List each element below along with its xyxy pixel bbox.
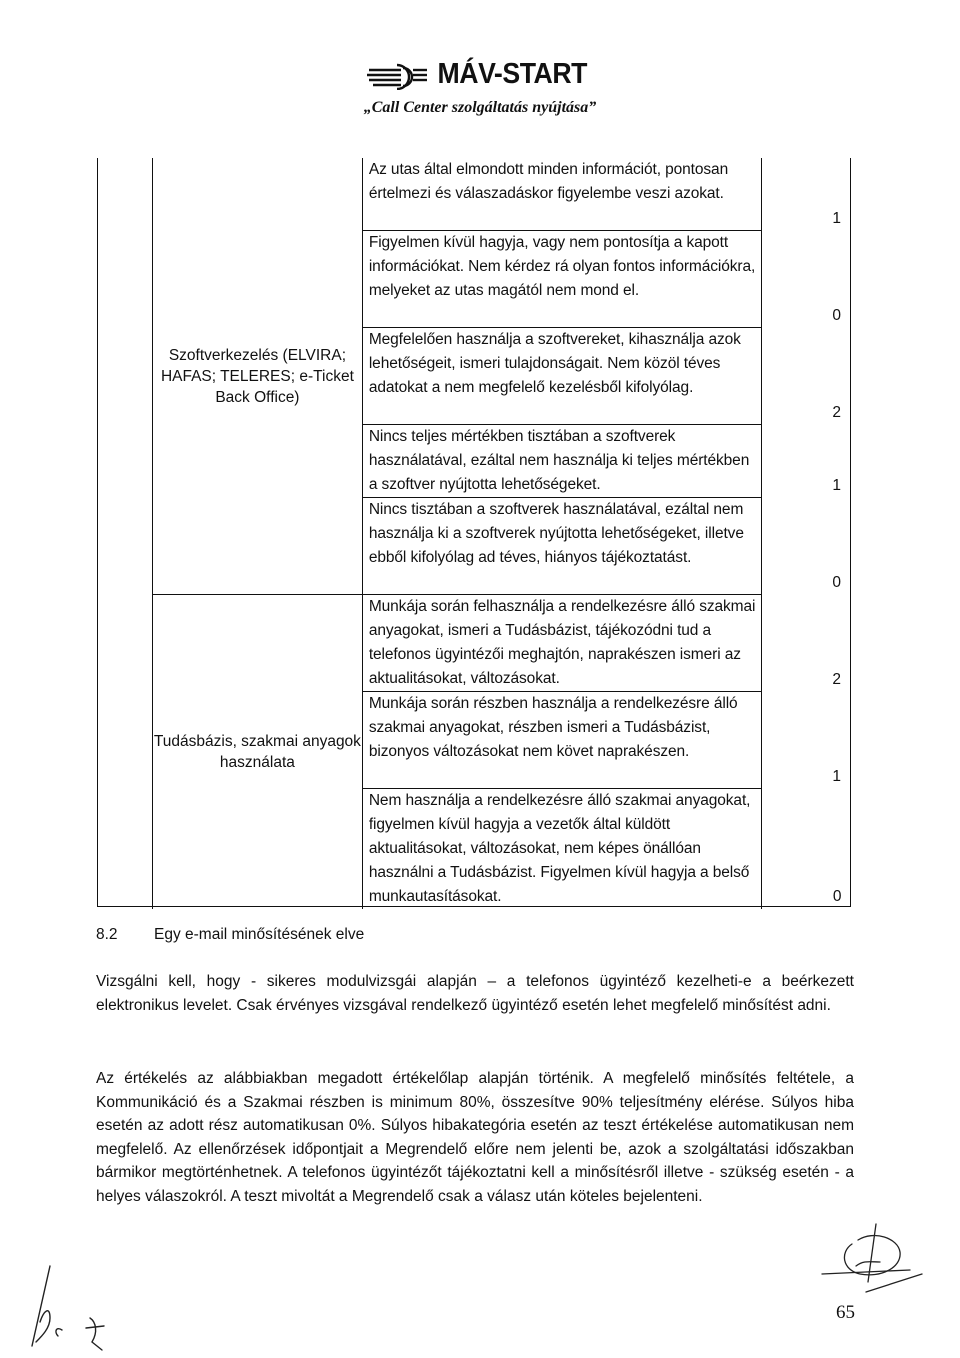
criterion-text: Figyelmen kívül hagyja, vagy nem pontosítja a kapott információkat. Nem kérdez rá olyan fontos információkra, melyeket az utas magától nem mond el.: [362, 231, 761, 328]
criterion-text: Nincs teljes mértékben tisztában a szoftverek használatával, ezáltal nem használja ki teljes mértékben a szoftver nyújtotta lehetőségeket.: [362, 425, 761, 498]
criterion-score: 2: [832, 670, 841, 688]
mav-start-logo: [367, 58, 594, 91]
criterion-score: 2: [832, 403, 841, 421]
criterion-text: Nem használja a rendelkezésre álló szakmai anyagokat, figyelmen kívül hagyja a vezetők által küldött aktualitásokat, változásokat, nem képes önállóan használni a Tudásbázist. Figyelmen kívül hagyja a belső munkautasításokat.: [362, 789, 761, 910]
criterion-text: Az utas által elmondott minden információt, pontosan értelmezi és válaszadáskor figyelembe veszi azokat.: [362, 158, 761, 231]
document-header: [0, 58, 960, 117]
section-number: 8.2: [96, 926, 118, 943]
table-row: [153, 595, 850, 692]
logo-text: MÁV-START: [437, 58, 587, 90]
criterion-text: Nincs tisztában a szoftverek használatával, ezáltal nem használja ki a szoftverek nyújtotta lehetőségeket, illetve ebből kifolyólag ad téves, hiányos tájékoztatást.: [362, 498, 761, 595]
criterion-score: 0: [832, 573, 841, 591]
document-subtitle: „Call Center szolgáltatás nyújtása”: [363, 98, 597, 116]
criterion-score: 0: [832, 888, 842, 905]
paragraph-1: Vizsgálni kell, hogy - sikeres modulvizsgái alapján – a telefonos ügyintéző kezelheti-e a beérkezett elektronikus levelet. Csak érvényes vizsgával rendelkező ügyintéző esetén lehet megfelelő minősítést adni.: [96, 973, 854, 1014]
criterion-score: 1: [832, 767, 841, 785]
criterion-score: 1: [832, 476, 841, 494]
criterion-text: Megfelelően használja a szoftvereket, kihasználja azok lehetőségeit, ismeri tulajdonságait. Nem közöl téves adatokat a nem megfelelő kezelésből kifolyólag.: [362, 328, 761, 425]
category-cell: Tudásbázis, szakmai anyagok használata: [153, 595, 363, 910]
criterion-text: Munkája során részben használja a rendelkezésre álló szakmai anyagokat, részben ismeri a Tudásbázist, bizonyos változásokat nem követ naprakészen.: [362, 692, 761, 789]
section-title: Egy e-mail minősítésének elve: [154, 926, 365, 943]
evaluation-table: [152, 158, 850, 909]
table-row: [153, 158, 850, 231]
criterion-text: Munkája során felhasználja a rendelkezésre álló szakmai anyagokat, ismeri a Tudásbázist, tájékozódni tud a telefonos ügyintézői meghajtón, naprakészen ismeri az aktualitásokat, változásokat.: [362, 595, 761, 692]
paragraph-2: Az értékelés az alábbiakban megadott értékelőlap alapján történik. A megfelelő minősítés feltétele, a Kommunikáció és a Szakmai részben is minimum 80%, összesítve 90% teljesítmény elérése. Súlyos hiba esetén az adott rész automatikusan 0%. Súlyos hibakategória esetén az teszt értékelése automatikusan nem megfelelő. Az ellenőrzések időpontjait a Megrendelő előre nem jelenti be, azok a szolgáltatási időszakban bármikor megtörténhetnek. A telefonos ügyintézőt tájékoztatni kell a minősítésről illetve - szükség esetén - a helyes válaszokról. A teszt mivoltát a Megrendelő csak a válasz után köteles bejelenteni.: [96, 1070, 854, 1205]
page-number: 65: [836, 1302, 855, 1323]
category-cell: Szoftverkezelés (ELVIRA; HAFAS; TELERES; e-Ticket Back Office): [153, 158, 363, 595]
criterion-score: 0: [832, 306, 841, 324]
criterion-score: 1: [832, 209, 841, 227]
table-frame-right: [850, 158, 851, 907]
handwritten-initials-left: [20, 1262, 130, 1352]
table-frame-left: [97, 158, 98, 907]
train-logo-icon: [367, 60, 429, 90]
section-heading: [96, 926, 364, 944]
signature-mark: [810, 1222, 930, 1312]
